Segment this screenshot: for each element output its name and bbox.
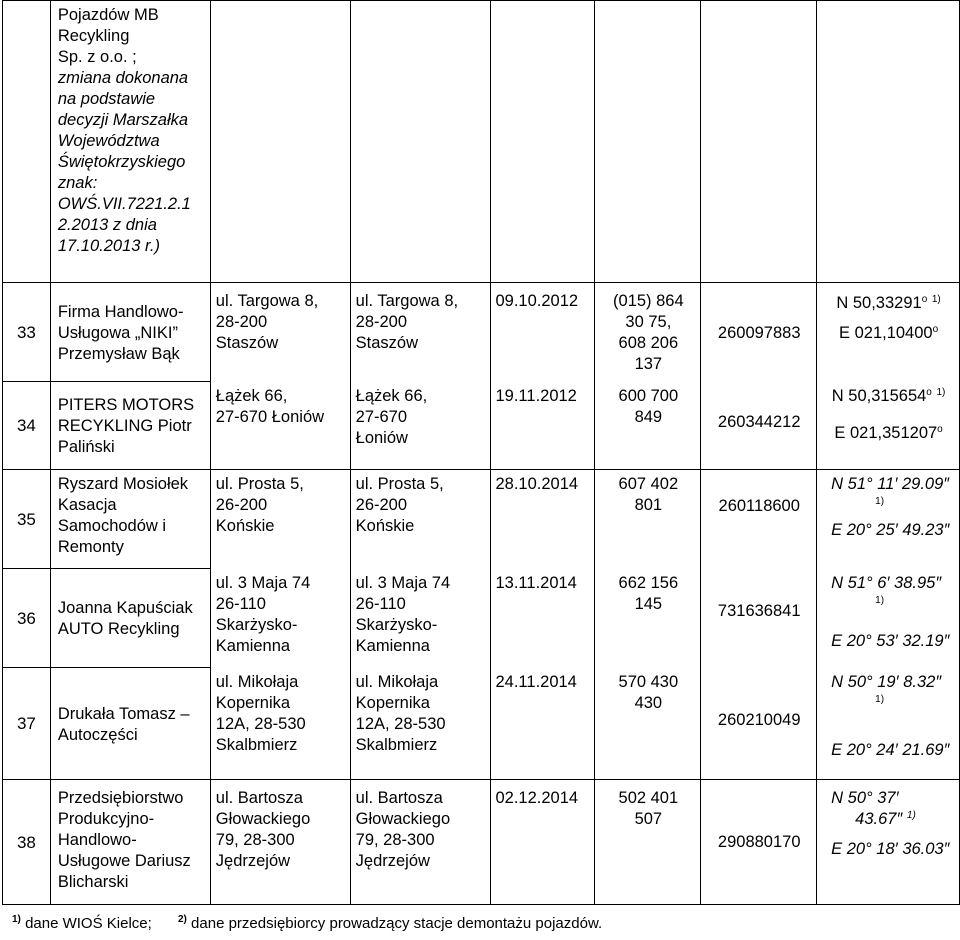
address-line: Kopernika <box>215 693 291 712</box>
address-line: 26-200 <box>215 496 268 514</box>
address-line: 26-200 <box>355 496 408 514</box>
row-number: 33 <box>3 283 51 382</box>
coordinates-cell <box>817 470 960 569</box>
address-line: ul. Targowa 8, <box>215 292 319 310</box>
table-row <box>3 780 960 905</box>
site-address-cell <box>350 283 490 382</box>
coordinate-east: E 021,351207$^o$ <box>834 423 943 442</box>
company-name-line: AUTO Recykling <box>57 620 180 638</box>
address-line: Kopernika <box>355 693 430 712</box>
change-note-line: 17.10.2013 r.) <box>57 237 160 255</box>
table-row <box>3 470 960 569</box>
address-line: 79, 28-300 <box>215 831 295 849</box>
address-line: Jędrzejów <box>215 852 291 870</box>
company-name-cell <box>50 283 210 382</box>
address-line: ul. 3 Maja 74 <box>355 573 451 592</box>
coordinate-east: E 20° 18′ 36.03″ <box>831 840 950 858</box>
coordinates-cell <box>817 668 960 780</box>
coordinate-north: N 50° 19′ 8.32″ <box>831 672 942 691</box>
phone-line: 507 <box>634 810 663 828</box>
address-line: Skalbmierz <box>355 735 438 754</box>
address-line: 27-670 Łoniów <box>215 407 325 426</box>
phone-line: 849 <box>634 407 663 426</box>
address-line: ul. 3 Maja 74 <box>215 573 311 592</box>
company-name-line: Remonty <box>57 538 124 556</box>
footnote-ref: 1) <box>875 594 885 606</box>
regon-number: 260344212 <box>701 382 817 470</box>
coordinate-north: N 51° 6′ 38.95″ <box>831 573 942 592</box>
company-name-line: Firma Handlowo- <box>57 302 184 321</box>
footnote-2: $^{2)}$ dane przedsiębiorcy prowadzący stacje demontażu pojazdów. <box>177 914 603 932</box>
address-line: Skalbmierz <box>215 735 298 754</box>
coordinates-cell <box>817 283 960 382</box>
change-note-line: Świętokrzyskiego <box>57 153 186 171</box>
table-row <box>3 668 960 780</box>
address-line: ul. Targowa 8, <box>355 292 459 310</box>
decision-date: 13.11.2014 <box>490 569 595 668</box>
coordinate-north-cont: 43.67″ $^{1)}$ <box>855 810 916 828</box>
address-line: Jędrzejów <box>355 852 430 870</box>
change-note-line: zmiana dokonana <box>57 69 189 87</box>
company-name-line: Handlowo- <box>57 831 137 849</box>
address-line: Kamienna <box>355 636 430 655</box>
company-name-line: Pojazdów MB <box>57 6 159 24</box>
row-number: 38 <box>3 780 51 905</box>
phone-cell <box>595 668 701 780</box>
address-cell <box>210 470 350 569</box>
regon-number: 290880170 <box>701 780 817 905</box>
address-line: ul. Mikołaja <box>215 672 299 691</box>
company-name-line: RECYKLING Piotr <box>57 417 192 435</box>
company-name-line: Autoczęści <box>57 725 138 744</box>
company-name-line: Drukała Tomasz – <box>57 704 190 723</box>
address-line: ul. Prosta 5, <box>215 475 304 493</box>
company-name-line: Kasacja <box>57 496 117 514</box>
coordinate-north: N 50,33291$^o$ $^{1)}$ <box>836 294 941 312</box>
regon-number: 260118600 <box>701 470 817 569</box>
company-name-line: Recykling <box>57 27 130 45</box>
change-note-line: 2.2013 z dnia <box>57 216 157 234</box>
address-line: Kamienna <box>215 636 291 655</box>
regon-number: 731636841 <box>701 569 817 668</box>
coordinate-east: E 20° 53′ 32.19″ <box>831 631 950 650</box>
site-address-cell <box>350 382 490 470</box>
change-note-line: Województwa <box>57 132 160 150</box>
company-name-line: Sp. z o.o. ; <box>57 48 137 66</box>
phone-line: 502 401 <box>618 789 679 807</box>
company-name-line: Ryszard Mosiołek <box>57 475 189 493</box>
footnote-1: $^{1)}$ dane WIOŚ Kielce; <box>12 914 152 932</box>
address-line: 28-200 <box>355 313 408 331</box>
address-line: Końskie <box>355 517 415 535</box>
decision-date: 28.10.2014 <box>490 470 595 569</box>
address-line: ul. Bartosza <box>215 789 303 807</box>
site-address-cell <box>350 470 490 569</box>
company-name-line: Przedsiębiorstwo <box>57 789 184 807</box>
table-row <box>3 569 960 668</box>
phone-line: 430 <box>634 693 663 712</box>
regon-number: 260210049 <box>701 668 817 780</box>
footnote-ref: 1) <box>875 693 885 705</box>
row-number: 35 <box>3 470 51 569</box>
coordinates-cell <box>817 569 960 668</box>
address-cell <box>210 668 350 780</box>
phone-line: 30 75, <box>625 313 672 331</box>
phone-cell <box>595 470 701 569</box>
address-line: 26-110 <box>215 594 266 613</box>
footnote-ref: 1) <box>875 496 885 507</box>
address-line: 12A, 28-530 <box>215 714 306 733</box>
phone-cell <box>595 382 701 470</box>
coordinate-east: E 20° 24′ 21.69″ <box>831 740 950 759</box>
address-line: Głowackiego <box>355 810 451 828</box>
change-note-line: decyzji Marszałka <box>57 111 189 129</box>
company-name-line: PITERS MOTORS <box>57 396 195 414</box>
company-name-line: Paliński <box>57 438 115 456</box>
coordinate-east: E 20° 25′ 49.23″ <box>831 521 950 539</box>
address-line: Łążek 66, <box>215 386 288 405</box>
company-name-line: Usługowe Dariusz <box>57 852 191 870</box>
address-cell <box>210 382 350 470</box>
phone-cell <box>595 780 701 905</box>
phone-line: 137 <box>634 355 663 373</box>
address-line: 28-200 <box>215 313 268 331</box>
phone-line: 608 206 <box>618 334 679 352</box>
company-name-line: Samochodów i <box>57 517 167 535</box>
site-address-cell <box>350 569 490 668</box>
company-name-cell <box>50 382 210 470</box>
address-line: ul. Mikołaja <box>355 672 439 691</box>
company-name-cell <box>50 569 210 668</box>
company-name-cell <box>50 780 210 905</box>
table-row-continuation <box>3 1 960 283</box>
address-line: Skarżysko- <box>215 615 298 634</box>
phone-line: 607 402 <box>618 475 679 493</box>
address-line: 12A, 28-530 <box>355 714 446 733</box>
footnotes <box>12 915 602 932</box>
phone-cell <box>595 283 701 382</box>
change-note-line: znak: <box>57 174 98 192</box>
decision-date: 09.10.2012 <box>490 283 595 382</box>
row-number: 37 <box>3 668 51 780</box>
coordinates-cell <box>817 382 960 470</box>
phone-line: 662 156 <box>618 573 679 592</box>
row-number: 36 <box>3 569 51 668</box>
change-note-line: na podstawie <box>57 90 156 108</box>
decision-date: 19.11.2012 <box>490 382 595 470</box>
coordinates-cell <box>817 780 960 905</box>
coordinate-north: N 51° 11′ 29.09″ <box>831 475 950 493</box>
company-name-line: Joanna Kapuściak <box>57 599 193 617</box>
site-address-cell <box>350 668 490 780</box>
row-number: 34 <box>3 382 51 470</box>
address-line: Staszów <box>355 334 419 352</box>
table-row <box>3 283 960 382</box>
coordinate-north: N 50° 37′ <box>831 789 899 807</box>
phone-cell <box>595 569 701 668</box>
phone-line: 600 700 <box>618 386 679 405</box>
address-line: 79, 28-300 <box>355 831 435 849</box>
address-line: Skarżysko- <box>355 615 438 634</box>
address-line: ul. Prosta 5, <box>355 475 444 493</box>
decision-date: 24.11.2014 <box>490 668 595 780</box>
address-line: Łoniów <box>355 428 408 447</box>
regon-number: 260097883 <box>701 283 817 382</box>
decision-date: 02.12.2014 <box>490 780 595 905</box>
site-address-cell <box>350 780 490 905</box>
register-table <box>2 0 960 905</box>
address-line: Końskie <box>215 517 275 535</box>
address-cell <box>210 283 350 382</box>
phone-line: 145 <box>634 594 663 613</box>
address-line: Głowackiego <box>215 810 311 828</box>
phone-line: 801 <box>634 496 663 514</box>
company-name-line: Blicharski <box>57 873 129 891</box>
phone-line: 570 430 <box>618 672 679 691</box>
change-note-line: OWŚ.VII.7221.2.1 <box>57 195 191 213</box>
address-cell <box>210 780 350 905</box>
address-line: Łążek 66, <box>355 386 428 405</box>
company-name-cell <box>50 1 210 283</box>
address-line: Staszów <box>215 334 279 352</box>
table-row <box>3 382 960 470</box>
company-name-cell <box>50 668 210 780</box>
phone-line: (015) 864 <box>613 292 684 310</box>
address-line: 27-670 <box>355 407 408 426</box>
company-name-line: Przemysław Bąk <box>57 344 180 363</box>
company-name-line: Produkcyjno- <box>57 810 155 828</box>
address-line: ul. Bartosza <box>355 789 443 807</box>
company-name-line: Usługowa „NIKI” <box>57 323 178 342</box>
company-name-cell <box>50 470 210 569</box>
coordinate-north: N 50,315654$^o$ $^{1)}$ <box>831 386 946 405</box>
coordinate-east: E 021,10400$^o$ <box>839 324 939 342</box>
address-line: 26-110 <box>355 594 406 613</box>
address-cell <box>210 569 350 668</box>
